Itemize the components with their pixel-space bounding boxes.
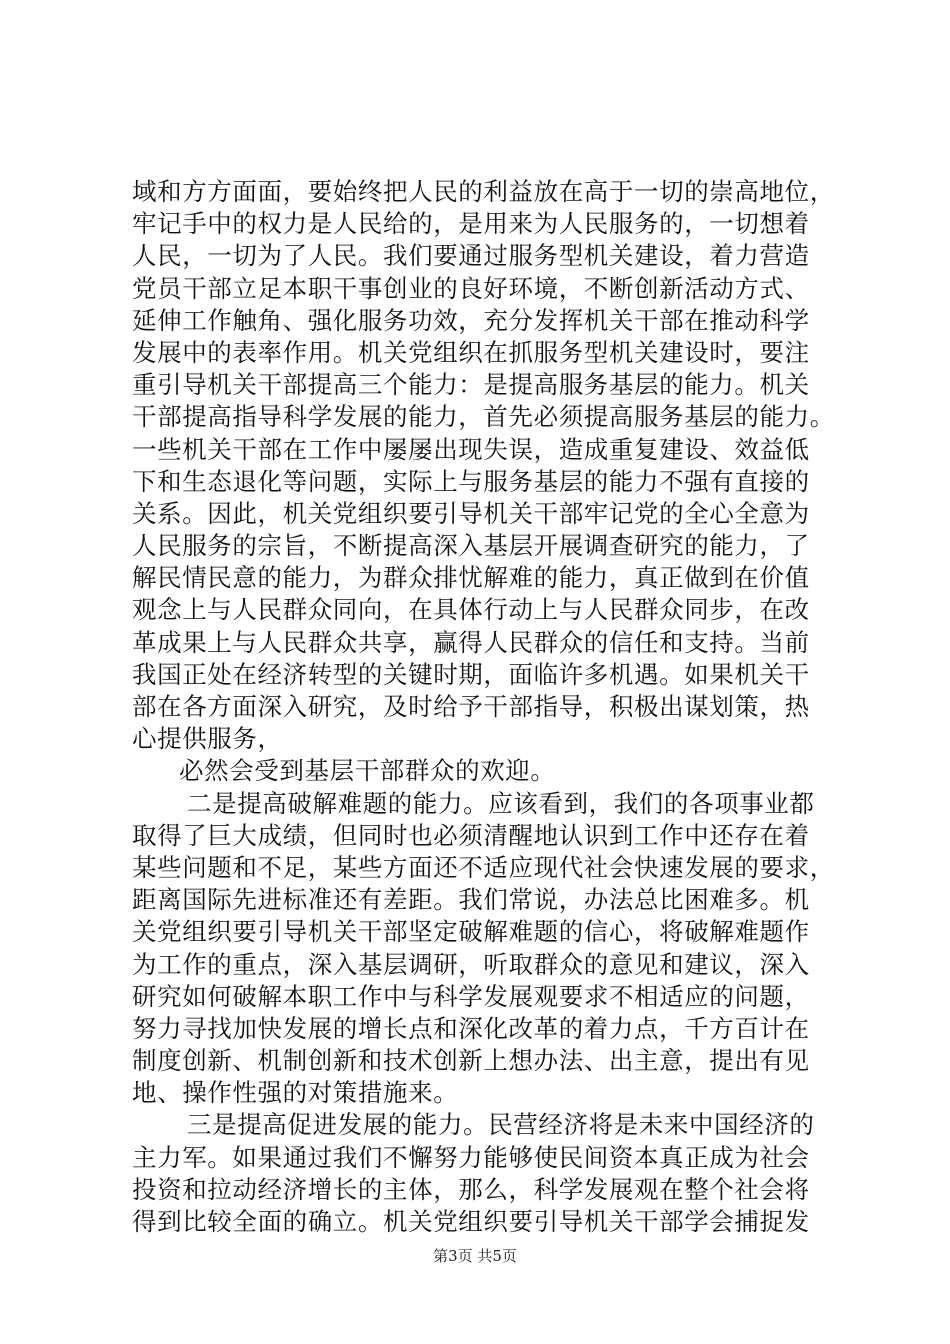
text-line: 制度创新、机制创新和技术创新上想办法、出主意，提出有见 [132, 1046, 810, 1076]
text-line: 解民情民意的能力，为群众排忧解难的能力，真正做到在价值 [132, 563, 810, 593]
text-line: 部在各方面深入研究，及时给予干部指导，积极出谋划策，热 [132, 692, 810, 721]
text-line: 取得了巨大成绩，但同时也必须清醒地认识到工作中还存在着 [132, 820, 810, 850]
text-line: 革成果上与人民群众共享，赢得人民群众的信任和支持。当前 [132, 627, 810, 657]
text-line: 为工作的重点，深入基层调研，听取群众的意见和建议，深入 [132, 949, 810, 979]
text-line: 得到比较全面的确立。机关党组织要引导机关干部学会捕捉发 [132, 1207, 810, 1236]
text-line: 延伸工作触角、强化服务功效，充分发挥机关干部在推动科学 [132, 305, 810, 335]
text-line: 必然会受到基层干部群众的欢迎。 [179, 756, 556, 786]
text-line: 某些问题和不足，某些方面还不适应现代社会快速发展的要求， [132, 852, 835, 882]
paragraph-start-line: 三是提高促进发展的能力。民营经济将是未来中国经济的 [187, 1110, 815, 1140]
text-line: 距离国际先进标准还有差距。我们常说，办法总比困难多。机 [132, 885, 810, 915]
text-line: 主力军。如果通过我们不懈努力能够使民间资本真正成为社会 [132, 1142, 810, 1172]
document-body [132, 176, 835, 1238]
text-line: 重引导机关干部提高三个能力：是提高服务基层的能力。机关 [132, 370, 810, 400]
text-line: 牢记手中的权力是人民给的，是用来为人民服务的，一切想着 [132, 209, 810, 239]
text-line: 关党组织要引导机关干部坚定破解难题的信心，将破解难题作 [132, 917, 810, 947]
text-line: 研究如何破解本职工作中与科学发展观要求不相适应的问题， [132, 981, 810, 1011]
text-line: 关系。因此，机关党组织要引导机关干部牢记党的全心全意为 [132, 498, 810, 528]
text-line: 努力寻找加快发展的增长点和深化改革的着力点，千方百计在 [132, 1013, 810, 1043]
text-line: 干部提高指导科学发展的能力，首先必须提高服务基层的能力。 [132, 402, 835, 432]
page-number-footer: 第3页 共5页 [433, 1247, 517, 1265]
text-line: 地、操作性强的对策措施来。 [132, 1078, 459, 1108]
text-line: 发展中的表率作用。机关党组织在抓服务型机关建设时，要注 [132, 337, 810, 367]
text-line: 人民服务的宗旨，不断提高深入基层开展调查研究的能力，了 [132, 531, 810, 561]
text-line: 我国正处在经济转型的关键时期，面临许多机遇。如果机关干 [132, 659, 810, 689]
text-line: 投资和拉动经济增长的主体，那么，科学发展观在整个社会将 [132, 1174, 810, 1204]
text-line: 党员干部立足本职干事创业的良好环境，不断创新活动方式、 [132, 273, 810, 303]
text-line: 人民，一切为了人民。我们要通过服务型机关建设，着力营造 [132, 241, 810, 271]
text-line: 域和方方面面，要始终把人民的利益放在高于一切的崇高地位， [132, 177, 835, 206]
paragraph-start-line: 二是提高破解难题的能力。应该看到，我们的各项事业都 [187, 788, 815, 818]
text-line: 心提供服务， [132, 724, 283, 754]
text-line: 下和生态退化等问题，实际上与服务基层的能力不强有直接的 [132, 466, 810, 496]
text-line: 一些机关干部在工作中屡屡出现失误，造成重复建设、效益低 [132, 434, 810, 464]
text-line: 观念上与人民群众同向，在具体行动上与人民群众同步，在改 [132, 595, 810, 625]
